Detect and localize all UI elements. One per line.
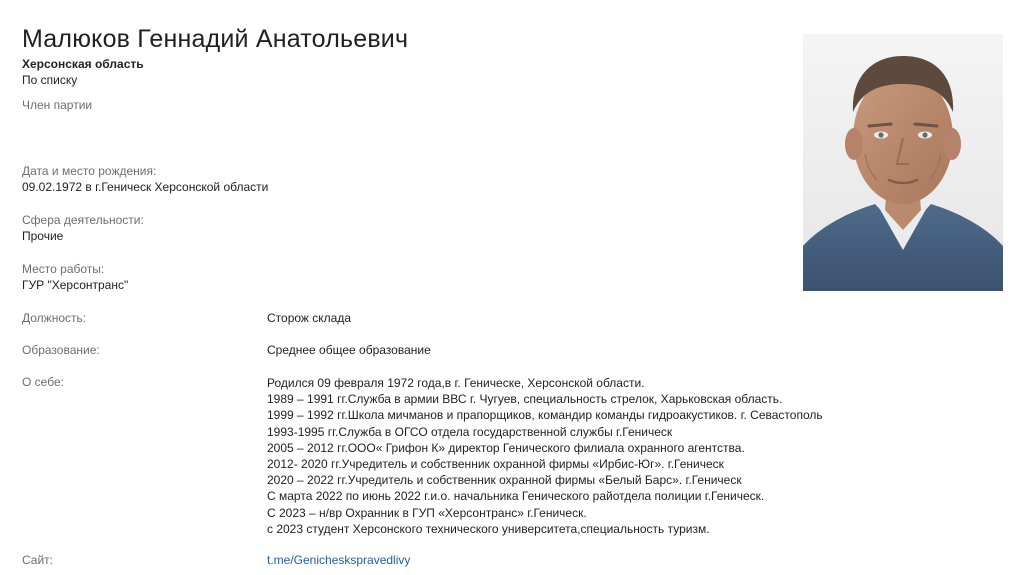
about-line: С 2023 – н/вр Охранник в ГУП «Херсонтранс» г.Геническ. — [267, 505, 587, 520]
candidate-name: Малюков Геннадий Анатольевич — [22, 25, 409, 53]
about-line: С марта 2022 по июнь 2022 г.и.о. начальника Генического райотдела полиции г.Геническ. — [267, 489, 765, 504]
about-label: О себе: — [22, 375, 64, 389]
position-value: Сторож склада — [267, 311, 352, 325]
workplace-label: Место работы: — [22, 262, 105, 276]
about-line: 1993-1995 гг.Служба в ОГСО отдела государственной службы г.Геническ — [267, 424, 673, 439]
member-status: Член партии — [22, 98, 93, 112]
birth-value: 09.02.1972 в г.Геническ Херсонской области — [22, 180, 269, 194]
education-label: Образование: — [22, 343, 100, 357]
position-label: Должность: — [22, 311, 87, 325]
about-line: 2005 – 2012 гг.ООО« Грифон К» директор Генического филиала охранного агентства. — [267, 440, 745, 455]
list-type: По списку — [22, 73, 78, 87]
about-line: 1989 – 1991 гг.Служба в армии ВВС г. Чугуев, специальность стрелок, Харьковская область. — [267, 392, 783, 407]
about-line: с 2023 студент Херсонского технического университета,специальность туризм. — [267, 521, 710, 536]
region: Херсонская область — [22, 57, 144, 71]
about-line: 2012- 2020 гг.Учредитель и собственник охранной фирмы «Ирбис-Юг». г.Геническ — [267, 457, 724, 472]
site-link[interactable]: t.me/Genicheskspravedlivy — [267, 553, 411, 567]
portrait-photo — [803, 34, 1003, 291]
about-text — [267, 375, 823, 537]
about-line: Родился 09 февраля 1972 года,в г. Геническе, Херсонской области. — [267, 376, 645, 390]
birth-label: Дата и место рождения: — [22, 164, 157, 178]
education-value: Среднее общее образование — [267, 343, 431, 357]
about-line: 1999 – 1992 гг.Школа мичманов и прапорщиков, командир команды гидроакустиков. г. Севастополь — [267, 408, 823, 423]
about-line: 2020 – 2022 гг.Учредитель и собственник охранной фирмы «Белый Барс». г.Геническ — [267, 473, 742, 488]
site-label: Сайт: — [22, 553, 54, 567]
sphere-value: Прочие — [22, 229, 64, 243]
sphere-label: Сфера деятельности: — [22, 213, 144, 227]
workplace-value: ГУР "Херсонтранс" — [22, 278, 129, 292]
